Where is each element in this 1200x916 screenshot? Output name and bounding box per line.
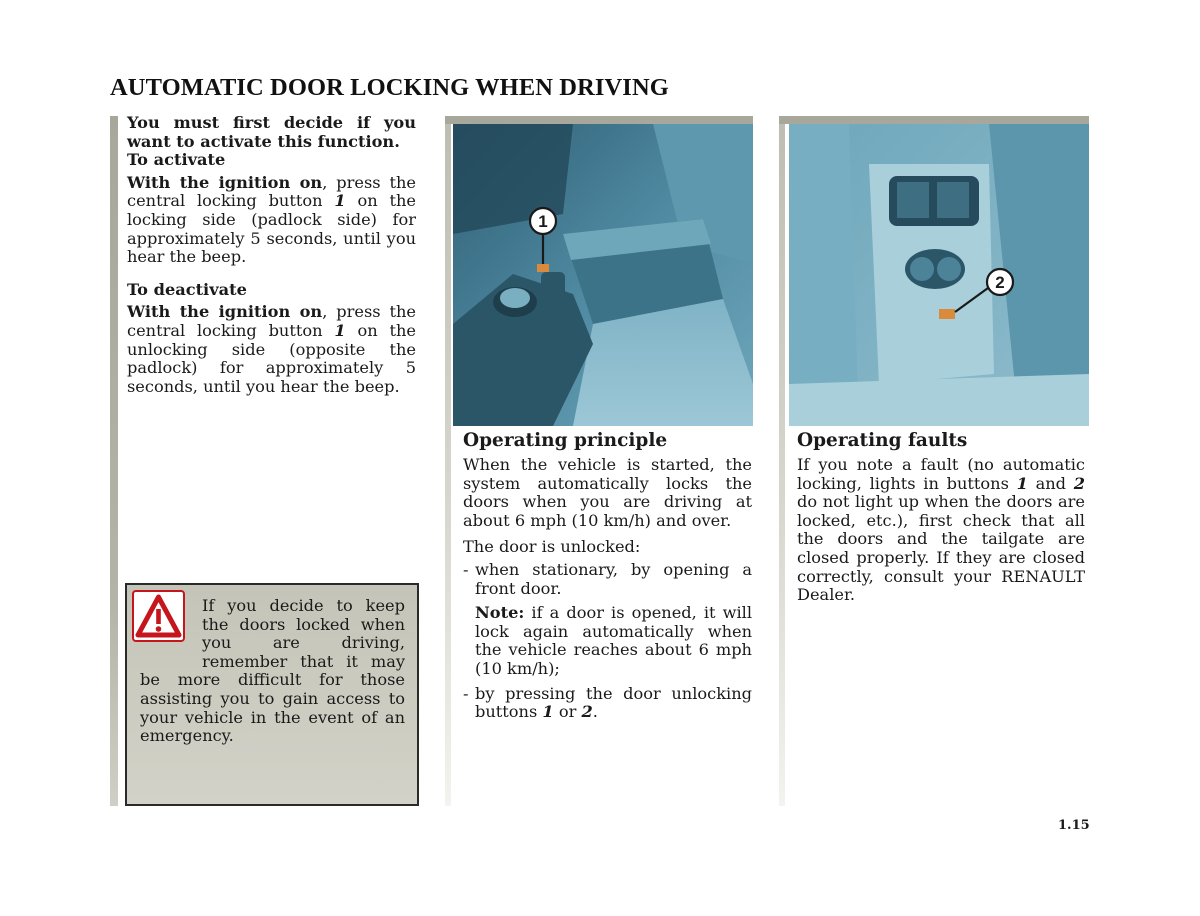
deactivate-lead: With the ignition on: [127, 302, 323, 322]
deactivate-text: , press the central locking button: [127, 302, 417, 340]
bullet-dash: -: [463, 683, 469, 703]
principle-paragraph: When the vehicle is started, the system automatically locks the doors when you are driving at about 6 mph (10 km/h) and over.: [463, 455, 752, 530]
warning-message: If you decide to keep the doors locked when you are driving, remember that it may be more difficult for those assisting you to gain access to your vehicle in the event of an emergency.: [140, 596, 405, 746]
bullet-stationary: [463, 561, 752, 598]
page-title: AUTOMATIC DOOR LOCKING WHEN DRIVING: [110, 74, 669, 101]
column-rule-middle: [445, 116, 451, 806]
button-ref-1: 1: [334, 320, 346, 340]
unlocked-paragraph: The door is unlocked:: [463, 537, 641, 557]
operating-principle-heading: Operating principle: [463, 430, 668, 451]
faults-text: If you note a fault (no automatic locking, lights in buttons: [797, 455, 1085, 493]
activate-text: , press the central locking button: [127, 172, 417, 211]
activate-text-cont: on the locking side (padlock side) for approximately 5 seconds, until you hear the beep.: [127, 191, 416, 267]
button-ref-1: 1: [334, 191, 346, 211]
column-rule-left: [110, 116, 118, 806]
bullet-pressing: [463, 685, 752, 722]
column-rule-right: [779, 116, 785, 806]
bullet-dash: -: [463, 559, 469, 579]
note-text: if a door is opened, it will lock again automatically when the vehicle reaches about 6 mph (10 km/h);: [475, 603, 752, 678]
note-label: Note:: [475, 603, 525, 623]
warning-box: [125, 583, 419, 806]
faults-and: and: [1027, 473, 1074, 493]
operating-faults-heading: Operating faults: [797, 430, 968, 451]
button-ref-1: 1: [542, 702, 554, 722]
deactivate-text-cont: on the unlocking side (opposite the padlock) for approximately 5 seconds, until you hear the beep.: [127, 320, 416, 396]
faults-paragraph: [797, 456, 1085, 605]
intro-text: You must first decide if you want to activate this function.: [127, 113, 416, 151]
deactivate-heading: To deactivate: [127, 279, 247, 299]
bullet2-or: or: [553, 702, 582, 722]
bullet2-end: .: [592, 702, 598, 722]
activate-instructions: [127, 174, 416, 267]
note-paragraph: [475, 604, 752, 678]
button-ref-2: 2: [581, 702, 593, 722]
activate-heading: To activate: [127, 150, 226, 170]
button-ref-2: 2: [1073, 473, 1086, 493]
button-ref-1: 1: [1016, 473, 1028, 493]
operating-faults-section: [797, 430, 1085, 605]
center-console-photo: [453, 124, 753, 426]
faults-text-cont: do not light up when the doors are locked, etc.), first check that all the doors and the tailgate are closed properly. If they are closed correctly, consult your RENAULT Dealer.: [797, 492, 1085, 605]
warning-text: [140, 597, 405, 746]
photo-frame-top-middle: [445, 116, 753, 124]
activation-section: [127, 114, 416, 396]
bullet-text: when stationary, by opening a front door.: [475, 559, 752, 598]
rear-console-photo: [789, 124, 1089, 426]
photo-frame-top-right: [779, 116, 1089, 124]
page-number: 1.15: [1058, 818, 1090, 833]
callout-2: 2: [995, 273, 1005, 292]
bullet-text: [475, 685, 752, 722]
operating-principle-section: [463, 430, 752, 722]
activate-lead: With the ignition on: [127, 172, 323, 192]
callout-1: 1: [538, 212, 548, 231]
deactivate-instructions: [127, 303, 416, 396]
bullet2-text: by pressing the door unlocking buttons: [475, 683, 752, 722]
